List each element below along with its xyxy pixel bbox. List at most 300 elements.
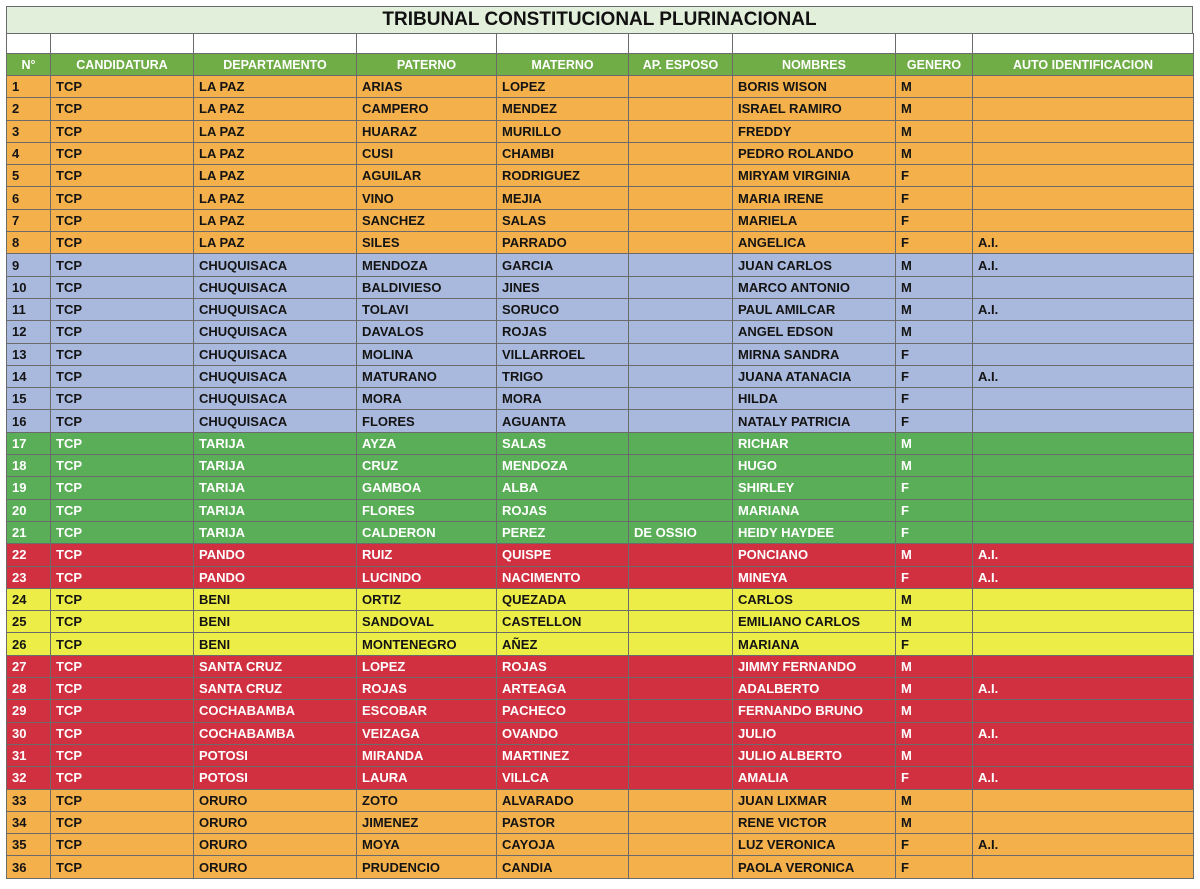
cell-departamento: ORURO: [194, 856, 357, 878]
cell-auto-identificacion: A.I.: [973, 365, 1194, 387]
cell-number: 2: [7, 98, 51, 120]
cell-departamento: ORURO: [194, 811, 357, 833]
cell-number: 21: [7, 521, 51, 543]
table-row: [7, 432, 1194, 454]
cell-ap-esposo: [629, 209, 733, 231]
cell-nombres: PEDRO ROLANDO: [733, 142, 896, 164]
cell-materno: NACIMENTO: [497, 566, 629, 588]
cell-ap-esposo: [629, 165, 733, 187]
cell-nombres: NATALY PATRICIA: [733, 410, 896, 432]
cell-materno: SALAS: [497, 209, 629, 231]
cell-departamento: TARIJA: [194, 521, 357, 543]
column-header-genero: GENERO: [896, 54, 973, 76]
cell-genero: M: [896, 76, 973, 98]
cell-materno: TRIGO: [497, 365, 629, 387]
cell-auto-identificacion: A.I.: [973, 232, 1194, 254]
cell-candidatura: TCP: [51, 856, 194, 878]
table-row: [7, 722, 1194, 744]
table-row: [7, 298, 1194, 320]
cell-ap-esposo: [629, 811, 733, 833]
cell-genero: M: [896, 655, 973, 677]
cell-departamento: LA PAZ: [194, 98, 357, 120]
cell-candidatura: TCP: [51, 521, 194, 543]
cell-number: 17: [7, 432, 51, 454]
cell-materno: VILLCA: [497, 767, 629, 789]
cell-departamento: BENI: [194, 633, 357, 655]
table-row: [7, 388, 1194, 410]
cell-genero: F: [896, 165, 973, 187]
cell-nombres: JULIO ALBERTO: [733, 744, 896, 766]
cell-paterno: JIMENEZ: [357, 811, 497, 833]
cell-genero: F: [896, 232, 973, 254]
cell-paterno: ESCOBAR: [357, 700, 497, 722]
cell-ap-esposo: DE OSSIO: [629, 521, 733, 543]
cell-number: 8: [7, 232, 51, 254]
cell-departamento: SANTA CRUZ: [194, 655, 357, 677]
cell-nombres: MIRYAM VIRGINIA: [733, 165, 896, 187]
cell-candidatura: TCP: [51, 232, 194, 254]
cell-departamento: COCHABAMBA: [194, 722, 357, 744]
cell-candidatura: TCP: [51, 477, 194, 499]
cell-number: 36: [7, 856, 51, 878]
cell-auto-identificacion: [973, 321, 1194, 343]
cell-materno: PACHECO: [497, 700, 629, 722]
cell-genero: M: [896, 455, 973, 477]
cell-candidatura: TCP: [51, 700, 194, 722]
cell-materno: ARTEAGA: [497, 678, 629, 700]
column-header-paterno: PATERNO: [357, 54, 497, 76]
table-row: [7, 343, 1194, 365]
table-row: [7, 321, 1194, 343]
cell-auto-identificacion: [973, 477, 1194, 499]
cell-nombres: EMILIANO CARLOS: [733, 611, 896, 633]
cell-departamento: LA PAZ: [194, 187, 357, 209]
cell-nombres: MARIANA: [733, 633, 896, 655]
cell-paterno: LAURA: [357, 767, 497, 789]
cell-ap-esposo: [629, 633, 733, 655]
cell-candidatura: TCP: [51, 165, 194, 187]
cell-number: 6: [7, 187, 51, 209]
cell-materno: QUEZADA: [497, 588, 629, 610]
cell-paterno: CALDERON: [357, 521, 497, 543]
cell-materno: MENDEZ: [497, 98, 629, 120]
cell-paterno: CUSI: [357, 142, 497, 164]
cell-auto-identificacion: [973, 700, 1194, 722]
cell-genero: M: [896, 432, 973, 454]
cell-candidatura: TCP: [51, 744, 194, 766]
cell-paterno: CAMPERO: [357, 98, 497, 120]
cell-departamento: CHUQUISACA: [194, 276, 357, 298]
cell-auto-identificacion: [973, 142, 1194, 164]
cell-candidatura: TCP: [51, 544, 194, 566]
cell-number: 29: [7, 700, 51, 722]
cell-candidatura: TCP: [51, 410, 194, 432]
cell-ap-esposo: [629, 700, 733, 722]
cell-paterno: GAMBOA: [357, 477, 497, 499]
cell-paterno: MOLINA: [357, 343, 497, 365]
cell-genero: F: [896, 209, 973, 231]
cell-nombres: ANGELICA: [733, 232, 896, 254]
cell-number: 3: [7, 120, 51, 142]
cell-number: 25: [7, 611, 51, 633]
cell-departamento: ORURO: [194, 834, 357, 856]
cell-nombres: HEIDY HAYDEE: [733, 521, 896, 543]
cell-departamento: SANTA CRUZ: [194, 678, 357, 700]
cell-ap-esposo: [629, 254, 733, 276]
cell-nombres: PAUL AMILCAR: [733, 298, 896, 320]
cell-number: 5: [7, 165, 51, 187]
cell-genero: F: [896, 365, 973, 387]
table-row: [7, 744, 1194, 766]
cell-materno: ROJAS: [497, 655, 629, 677]
cell-ap-esposo: [629, 98, 733, 120]
blank-cell: [51, 34, 194, 54]
cell-number: 31: [7, 744, 51, 766]
cell-ap-esposo: [629, 655, 733, 677]
cell-nombres: MARIA IRENE: [733, 187, 896, 209]
cell-genero: M: [896, 142, 973, 164]
cell-candidatura: TCP: [51, 98, 194, 120]
cell-genero: M: [896, 611, 973, 633]
cell-candidatura: TCP: [51, 276, 194, 298]
cell-number: 22: [7, 544, 51, 566]
cell-nombres: MARIELA: [733, 209, 896, 231]
cell-number: 1: [7, 76, 51, 98]
cell-materno: OVANDO: [497, 722, 629, 744]
table-row: [7, 276, 1194, 298]
cell-ap-esposo: [629, 477, 733, 499]
blank-cell: [497, 34, 629, 54]
cell-departamento: POTOSI: [194, 744, 357, 766]
cell-materno: CASTELLON: [497, 611, 629, 633]
cell-materno: RODRIGUEZ: [497, 165, 629, 187]
cell-candidatura: TCP: [51, 811, 194, 833]
cell-nombres: RENE VICTOR: [733, 811, 896, 833]
cell-nombres: MIRNA SANDRA: [733, 343, 896, 365]
column-header-candidatura: CANDIDATURA: [51, 54, 194, 76]
cell-materno: MARTINEZ: [497, 744, 629, 766]
table-row: [7, 678, 1194, 700]
cell-genero: M: [896, 98, 973, 120]
cell-nombres: JUAN CARLOS: [733, 254, 896, 276]
cell-ap-esposo: [629, 142, 733, 164]
table-row: [7, 499, 1194, 521]
cell-genero: M: [896, 700, 973, 722]
cell-paterno: RUIZ: [357, 544, 497, 566]
cell-auto-identificacion: [973, 209, 1194, 231]
table-row: [7, 365, 1194, 387]
cell-ap-esposo: [629, 499, 733, 521]
cell-auto-identificacion: A.I.: [973, 767, 1194, 789]
cell-candidatura: TCP: [51, 455, 194, 477]
cell-genero: M: [896, 276, 973, 298]
cell-number: 10: [7, 276, 51, 298]
cell-auto-identificacion: [973, 432, 1194, 454]
cell-ap-esposo: [629, 298, 733, 320]
cell-paterno: AYZA: [357, 432, 497, 454]
cell-number: 4: [7, 142, 51, 164]
cell-number: 7: [7, 209, 51, 231]
cell-nombres: CARLOS: [733, 588, 896, 610]
table-row: [7, 477, 1194, 499]
table-row: [7, 655, 1194, 677]
cell-candidatura: TCP: [51, 499, 194, 521]
table-row: [7, 521, 1194, 543]
cell-candidatura: TCP: [51, 298, 194, 320]
table-row: [7, 700, 1194, 722]
cell-genero: F: [896, 388, 973, 410]
cell-nombres: JUANA ATANACIA: [733, 365, 896, 387]
cell-number: 19: [7, 477, 51, 499]
cell-auto-identificacion: [973, 98, 1194, 120]
cell-genero: F: [896, 856, 973, 878]
cell-candidatura: TCP: [51, 365, 194, 387]
cell-number: 32: [7, 767, 51, 789]
column-header-ap-esposo: AP. ESPOSO: [629, 54, 733, 76]
cell-auto-identificacion: [973, 455, 1194, 477]
cell-number: 24: [7, 588, 51, 610]
cell-candidatura: TCP: [51, 834, 194, 856]
cell-genero: F: [896, 834, 973, 856]
cell-materno: CHAMBI: [497, 142, 629, 164]
cell-ap-esposo: [629, 588, 733, 610]
cell-candidatura: TCP: [51, 187, 194, 209]
cell-genero: M: [896, 744, 973, 766]
cell-ap-esposo: [629, 611, 733, 633]
cell-departamento: CHUQUISACA: [194, 365, 357, 387]
blank-cell: [194, 34, 357, 54]
cell-materno: AGUANTA: [497, 410, 629, 432]
cell-genero: M: [896, 321, 973, 343]
cell-paterno: PRUDENCIO: [357, 856, 497, 878]
cell-auto-identificacion: [973, 521, 1194, 543]
cell-number: 27: [7, 655, 51, 677]
cell-auto-identificacion: A.I.: [973, 254, 1194, 276]
cell-nombres: PONCIANO: [733, 544, 896, 566]
blank-cell: [629, 34, 733, 54]
cell-departamento: LA PAZ: [194, 232, 357, 254]
table-row: [7, 544, 1194, 566]
cell-departamento: LA PAZ: [194, 209, 357, 231]
cell-ap-esposo: [629, 455, 733, 477]
cell-materno: PARRADO: [497, 232, 629, 254]
cell-paterno: VINO: [357, 187, 497, 209]
cell-paterno: SANDOVAL: [357, 611, 497, 633]
cell-nombres: HUGO: [733, 455, 896, 477]
cell-number: 9: [7, 254, 51, 276]
cell-departamento: BENI: [194, 611, 357, 633]
column-header-departamento: DEPARTAMENTO: [194, 54, 357, 76]
cell-paterno: DAVALOS: [357, 321, 497, 343]
cell-materno: LOPEZ: [497, 76, 629, 98]
cell-candidatura: TCP: [51, 343, 194, 365]
cell-paterno: MORA: [357, 388, 497, 410]
cell-nombres: ISRAEL RAMIRO: [733, 98, 896, 120]
cell-auto-identificacion: [973, 165, 1194, 187]
cell-paterno: TOLAVI: [357, 298, 497, 320]
cell-ap-esposo: [629, 789, 733, 811]
cell-auto-identificacion: [973, 811, 1194, 833]
cell-ap-esposo: [629, 76, 733, 98]
cell-genero: M: [896, 544, 973, 566]
cell-genero: M: [896, 298, 973, 320]
cell-number: 14: [7, 365, 51, 387]
cell-ap-esposo: [629, 365, 733, 387]
cell-genero: M: [896, 811, 973, 833]
blank-cell: [357, 34, 497, 54]
cell-ap-esposo: [629, 834, 733, 856]
cell-number: 30: [7, 722, 51, 744]
cell-nombres: FERNANDO BRUNO: [733, 700, 896, 722]
cell-candidatura: TCP: [51, 566, 194, 588]
cell-candidatura: TCP: [51, 655, 194, 677]
cell-materno: AÑEZ: [497, 633, 629, 655]
cell-candidatura: TCP: [51, 767, 194, 789]
cell-auto-identificacion: [973, 633, 1194, 655]
cell-genero: F: [896, 410, 973, 432]
cell-auto-identificacion: [973, 499, 1194, 521]
table-row: [7, 811, 1194, 833]
table-row: [7, 232, 1194, 254]
table-row: [7, 165, 1194, 187]
cell-auto-identificacion: [973, 744, 1194, 766]
cell-candidatura: TCP: [51, 76, 194, 98]
cell-genero: M: [896, 254, 973, 276]
cell-auto-identificacion: A.I.: [973, 298, 1194, 320]
cell-materno: MENDOZA: [497, 455, 629, 477]
cell-candidatura: TCP: [51, 254, 194, 276]
candidates-table: [6, 33, 1194, 879]
cell-number: 11: [7, 298, 51, 320]
cell-materno: VILLARROEL: [497, 343, 629, 365]
cell-ap-esposo: [629, 410, 733, 432]
cell-nombres: MARCO ANTONIO: [733, 276, 896, 298]
cell-candidatura: TCP: [51, 678, 194, 700]
spreadsheet: [6, 6, 1193, 879]
cell-materno: MORA: [497, 388, 629, 410]
blank-cell: [7, 34, 51, 54]
table-row: [7, 588, 1194, 610]
cell-nombres: ADALBERTO: [733, 678, 896, 700]
cell-paterno: MATURANO: [357, 365, 497, 387]
cell-materno: SORUCO: [497, 298, 629, 320]
cell-ap-esposo: [629, 566, 733, 588]
cell-auto-identificacion: [973, 655, 1194, 677]
cell-departamento: PANDO: [194, 566, 357, 588]
cell-number: 15: [7, 388, 51, 410]
cell-nombres: RICHAR: [733, 432, 896, 454]
cell-candidatura: TCP: [51, 120, 194, 142]
cell-candidatura: TCP: [51, 321, 194, 343]
cell-materno: ROJAS: [497, 321, 629, 343]
cell-nombres: JUAN LIXMAR: [733, 789, 896, 811]
cell-nombres: ANGEL EDSON: [733, 321, 896, 343]
cell-nombres: AMALIA: [733, 767, 896, 789]
table-row: [7, 187, 1194, 209]
cell-departamento: LA PAZ: [194, 76, 357, 98]
cell-paterno: FLORES: [357, 499, 497, 521]
cell-auto-identificacion: [973, 76, 1194, 98]
cell-auto-identificacion: [973, 588, 1194, 610]
cell-paterno: ZOTO: [357, 789, 497, 811]
cell-auto-identificacion: [973, 410, 1194, 432]
cell-nombres: SHIRLEY: [733, 477, 896, 499]
cell-number: 35: [7, 834, 51, 856]
cell-number: 28: [7, 678, 51, 700]
cell-paterno: MIRANDA: [357, 744, 497, 766]
cell-number: 26: [7, 633, 51, 655]
table-row: [7, 209, 1194, 231]
cell-departamento: LA PAZ: [194, 120, 357, 142]
cell-paterno: ROJAS: [357, 678, 497, 700]
column-header-materno: MATERNO: [497, 54, 629, 76]
cell-number: 23: [7, 566, 51, 588]
cell-ap-esposo: [629, 388, 733, 410]
cell-departamento: ORURO: [194, 789, 357, 811]
cell-departamento: CHUQUISACA: [194, 343, 357, 365]
cell-genero: M: [896, 678, 973, 700]
cell-departamento: CHUQUISACA: [194, 321, 357, 343]
cell-number: 13: [7, 343, 51, 365]
table-row: [7, 611, 1194, 633]
cell-nombres: JULIO: [733, 722, 896, 744]
cell-ap-esposo: [629, 321, 733, 343]
cell-ap-esposo: [629, 722, 733, 744]
blank-cell: [733, 34, 896, 54]
cell-auto-identificacion: [973, 343, 1194, 365]
cell-nombres: MINEYA: [733, 566, 896, 588]
cell-auto-identificacion: [973, 388, 1194, 410]
cell-auto-identificacion: [973, 187, 1194, 209]
table-row: [7, 254, 1194, 276]
cell-ap-esposo: [629, 120, 733, 142]
page-title: TRIBUNAL CONSTITUCIONAL PLURINACIONAL: [6, 6, 1193, 33]
cell-paterno: HUARAZ: [357, 120, 497, 142]
cell-candidatura: TCP: [51, 633, 194, 655]
column-header-number: N°: [7, 54, 51, 76]
cell-auto-identificacion: A.I.: [973, 544, 1194, 566]
cell-materno: MURILLO: [497, 120, 629, 142]
cell-departamento: PANDO: [194, 544, 357, 566]
cell-materno: ROJAS: [497, 499, 629, 521]
cell-ap-esposo: [629, 544, 733, 566]
table-row: [7, 98, 1194, 120]
cell-ap-esposo: [629, 767, 733, 789]
blank-row: [7, 34, 1194, 54]
cell-materno: CAYOJA: [497, 834, 629, 856]
cell-nombres: HILDA: [733, 388, 896, 410]
column-header-auto-identificacion: AUTO IDENTIFICACION: [973, 54, 1194, 76]
table-row: [7, 856, 1194, 878]
cell-departamento: BENI: [194, 588, 357, 610]
cell-number: 12: [7, 321, 51, 343]
cell-genero: F: [896, 343, 973, 365]
cell-auto-identificacion: [973, 856, 1194, 878]
cell-nombres: FREDDY: [733, 120, 896, 142]
cell-departamento: LA PAZ: [194, 165, 357, 187]
cell-nombres: MARIANA: [733, 499, 896, 521]
cell-ap-esposo: [629, 276, 733, 298]
cell-auto-identificacion: [973, 789, 1194, 811]
cell-genero: F: [896, 187, 973, 209]
cell-paterno: SANCHEZ: [357, 209, 497, 231]
cell-genero: M: [896, 722, 973, 744]
cell-ap-esposo: [629, 232, 733, 254]
cell-ap-esposo: [629, 678, 733, 700]
cell-ap-esposo: [629, 744, 733, 766]
cell-candidatura: TCP: [51, 388, 194, 410]
cell-materno: ALBA: [497, 477, 629, 499]
